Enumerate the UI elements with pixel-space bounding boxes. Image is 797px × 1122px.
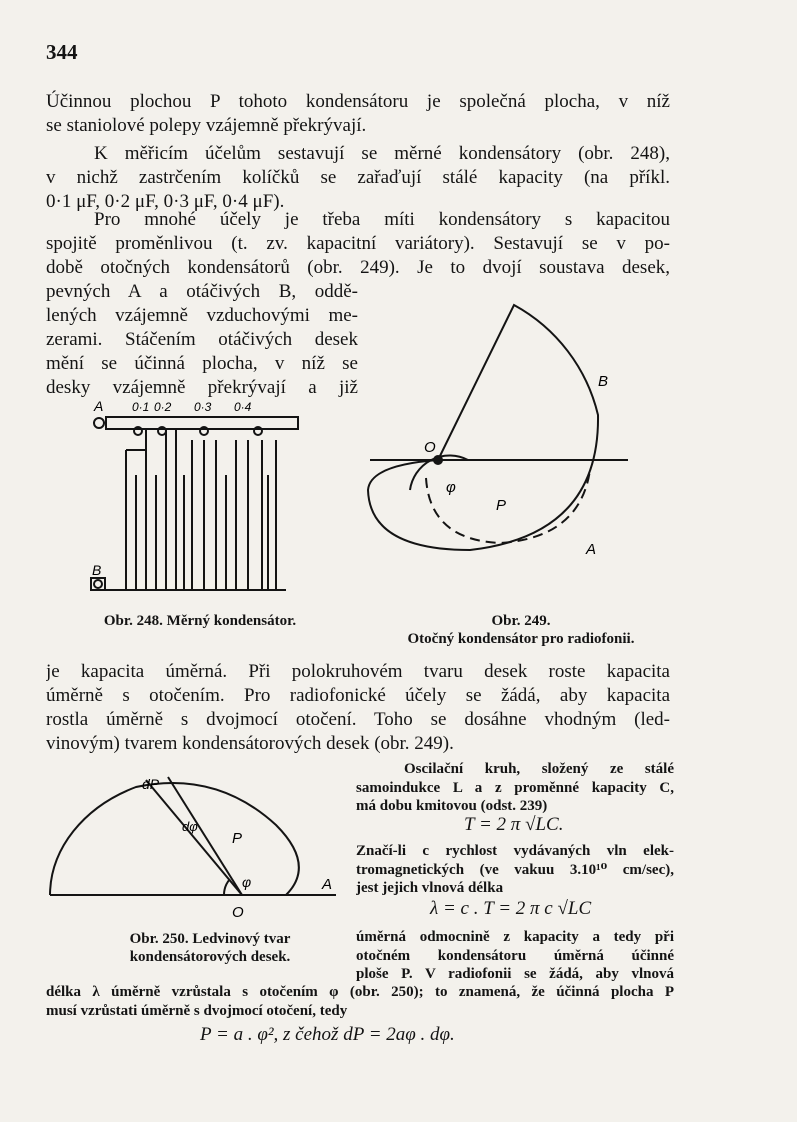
side-block-2	[356, 842, 674, 898]
figure-248-caption: Obr. 248. Měrný kondensátor.	[103, 613, 297, 629]
text-line: rostla úměrně s dvojmocí otočení. Toho se dosáhne vhodným (led-	[46, 709, 670, 730]
text-line: úměrná odmocnině z kapacity a tedy při	[356, 929, 674, 945]
paragraph-3-narrow	[46, 280, 358, 400]
figure-248-measuring-capacitor	[86, 395, 316, 605]
text-line: samoindukce L a z proměnné kapacity C,	[356, 779, 674, 796]
text-line: tromagnetických (ve vakuu 3.10¹⁰ cm/sec),	[356, 861, 674, 878]
text-line: se staniolové polepy vzájemně překrývají.	[46, 115, 367, 136]
fig250-label-a: A	[322, 876, 333, 893]
fig248-value: 0·2	[154, 400, 172, 414]
fig248-value: 0·1	[132, 400, 150, 414]
text-line: vinovým) tvarem kondensátorových desek (obr. 249).	[46, 733, 454, 754]
fig250-label-dphi: dφ	[182, 819, 198, 834]
text-line: Pro mnohé účely je třeba míti kondensátory s kapacitou	[94, 209, 670, 230]
pivot-icon	[433, 455, 443, 465]
fig249-label-a: A	[586, 541, 597, 558]
text-line: je kapacita úměrná. Při polokruhovém tvaru desek roste kapacita	[46, 661, 670, 682]
figure-250-kidney-plate	[46, 765, 346, 925]
fig249-label-phi: φ	[446, 479, 456, 496]
text-line: desky vzájemně překrývají a již	[46, 377, 358, 398]
text-line: délka λ úměrně vzrůstala s otočením φ (obr. 250); to znamená, že účinná plocha P	[46, 984, 674, 1000]
text-line: úměrně s otočením. Pro radiofonické účely se žádá, aby kapacita	[46, 685, 670, 706]
terminal-b-icon	[94, 580, 102, 588]
side-block-3	[356, 928, 674, 984]
caption-line: Otočný kondensátor pro radiofonii.	[407, 631, 635, 647]
formula-period: T = 2 π √LC.	[464, 814, 564, 835]
fig250-label-o: O	[232, 904, 244, 921]
fig249-label-b: B	[598, 373, 609, 390]
rotor-plate	[368, 305, 598, 550]
caption-line: kondensátorových desek.	[129, 949, 291, 965]
text-line: Značí-li c rychlost vydávaných vln elek-	[356, 843, 674, 859]
text-line: lených vzájemně vzduchovými me-	[46, 305, 358, 326]
fig250-label-dp: dP	[142, 776, 160, 792]
fig249-label-p: P	[496, 497, 507, 514]
text-line: má dobu kmitovou (odst. 239)	[356, 798, 548, 814]
text-line: době otočných kondensátorů (obr. 249). Je to dvojí soustava desek,	[46, 257, 670, 278]
fig248-value: 0·4	[234, 400, 252, 414]
terminal-a-icon	[94, 418, 104, 428]
text-line: ploše P. V radiofonii se žádá, aby vlnová	[356, 966, 674, 982]
text-line: musí vzrůstati úměrně s dvojmocí otočení, tedy	[46, 1002, 348, 1019]
fig250-label-p: P	[232, 830, 243, 847]
text-line: otočném kondensátoru úměrná účinné	[356, 947, 674, 964]
paragraph-1	[46, 90, 670, 138]
text-line: zerami. Stáčením otáčivých desek	[46, 329, 358, 350]
side-block-1	[356, 760, 674, 816]
bottom-block	[46, 983, 674, 1020]
text-line: spojitě proměnlivou (t. zv. kapacitní variátory). Sestavují se v po-	[46, 233, 670, 254]
text-line: Oscilační kruh, složený ze stálé	[404, 761, 674, 777]
text-line: v nichž zastrčením kolíčků se zařaďují stálé kapacity (na příkl.	[46, 167, 670, 188]
text-line: jest jejich vlnová délka	[356, 880, 504, 896]
text-line: pevných A a otáčivých B, oddě-	[46, 281, 358, 302]
fig248-value: 0·3	[194, 400, 212, 414]
formula-area: P = a . φ², z čehož dP = 2aφ . dφ.	[200, 1024, 455, 1045]
caption-line: Obr. 250. Ledvinový tvar	[129, 931, 291, 947]
text-line: mění se účinná plocha, v níž se	[46, 353, 358, 374]
text-line: K měřicím účelům sestavují se měrné kondensátory (obr. 248),	[94, 143, 670, 164]
text-line: Účinnou plochou P tohoto kondensátoru je společná plocha, v níž	[46, 91, 670, 112]
figure-250-caption	[80, 930, 340, 966]
radius-line	[146, 780, 242, 895]
page-number: 344	[46, 40, 78, 64]
paragraph-3	[46, 208, 670, 280]
fig248-label-a: A	[94, 398, 104, 414]
figure-249-rotary-capacitor	[350, 300, 640, 600]
paragraph-2	[46, 142, 670, 214]
formula-wavelength: λ = c . T = 2 π c √LC	[430, 898, 592, 919]
kidney-outline	[50, 783, 299, 895]
fig249-label-o: O	[424, 439, 436, 456]
angle-arc	[224, 879, 230, 895]
caption-line: Obr. 249.	[491, 613, 551, 629]
figure-249-caption	[356, 612, 686, 648]
paragraph-4	[46, 660, 670, 756]
fig250-label-phi: φ	[242, 874, 252, 890]
text-line: 0·1 μF, 0·2 μF, 0·3 μF, 0·4 μF).	[46, 191, 285, 212]
fig248-label-b: B	[92, 562, 102, 578]
